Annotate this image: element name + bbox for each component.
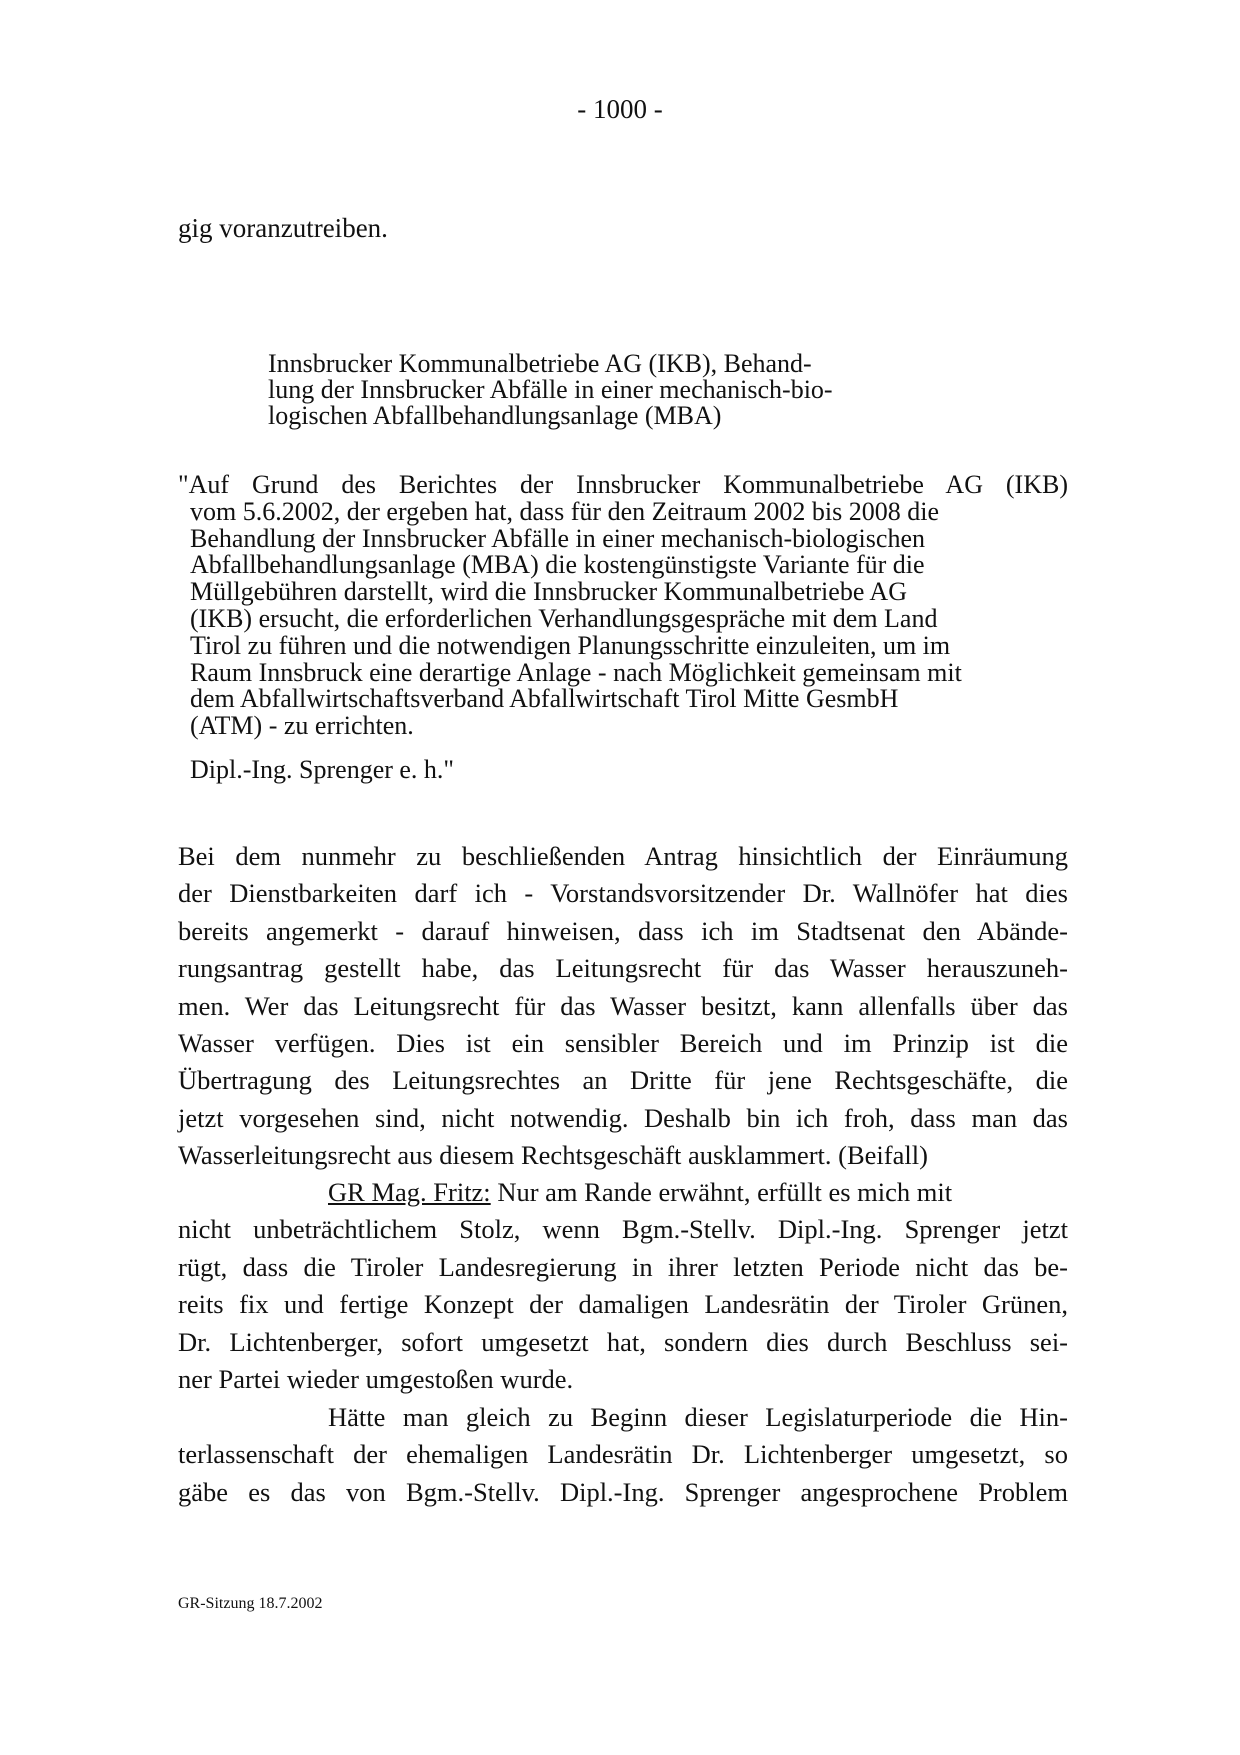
intro-line: gig voranzutreiben. bbox=[178, 213, 388, 243]
text-line: Übertragung des Leitungsrechtes an Dritte für jene Rechtsgeschäfte, die bbox=[178, 1065, 1068, 1096]
text-line: nicht unbeträchtlichem Stolz, wenn Bgm.-Stellv. Dipl.-Ing. Sprenger jetzt bbox=[178, 1214, 1068, 1245]
text-line: terlassenschaft der ehemaligen Landesrätin Dr. Lichtenberger umgesetzt, so bbox=[178, 1439, 1068, 1470]
text-line: ner Partei wieder umgestoßen wurde. bbox=[178, 1364, 574, 1395]
motion-line: vom 5.6.2002, der ergeben hat, dass für den Zeitraum 2002 bis 2008 die bbox=[190, 496, 940, 526]
text-line: men. Wer das Leitungsrecht für das Wasser besitzt, kann allenfalls über das bbox=[178, 990, 1068, 1021]
text-line: rügt, dass die Tiroler Landesregierung in ihrer letzten Periode nicht das be- bbox=[178, 1251, 1068, 1282]
motion-line: Abfallbehandlungsanlage (MBA) die kostengünstigste Variante für die bbox=[190, 550, 925, 580]
paragraph-continuation bbox=[178, 1399, 1068, 1511]
motion-line: (ATM) - zu errichten. bbox=[190, 711, 414, 741]
paragraph-fritz bbox=[178, 1174, 1068, 1398]
heading-line: lung der Innsbrucker Abfälle in einer mechanisch-bio- bbox=[268, 375, 833, 404]
motion-quote bbox=[178, 472, 1068, 740]
text-line: Bei dem nunmehr zu beschließenden Antrag hinsichtlich der Einräumung bbox=[178, 841, 1068, 871]
speaker-line bbox=[178, 1174, 1068, 1211]
page-footer: GR-Sitzung 18.7.2002 bbox=[178, 1595, 323, 1612]
text-line: rungsantrag gestellt habe, das Leitungsrecht für das Wasser herauszuneh- bbox=[178, 953, 1068, 984]
text-line: bereits angemerkt - darauf hinweisen, dass ich im Stadtsenat den Abände- bbox=[178, 915, 1068, 946]
text-line: reits fix und fertige Konzept der damaligen Landesrätin der Tiroler Grünen, bbox=[178, 1289, 1068, 1320]
text-line: Hätte man gleich zu Beginn dieser Legislaturperiode die Hin- bbox=[328, 1402, 1068, 1432]
page-number: - 1000 - bbox=[577, 94, 663, 124]
paragraph-sprenger bbox=[178, 838, 1068, 1175]
text-line: Wasser verfügen. Dies ist ein sensibler Bereich und im Prinzip ist die bbox=[178, 1028, 1068, 1059]
agenda-heading bbox=[268, 351, 948, 429]
text-line: jetzt vorgesehen sind, nicht notwendig. Deshalb bin ich froh, dass man das bbox=[178, 1102, 1068, 1133]
text-line: gäbe es das von Bgm.-Stellv. Dipl.-Ing. Sprenger angesprochene Problem bbox=[178, 1476, 1068, 1507]
text-line: Dr. Lichtenberger, sofort umgesetzt hat, sondern dies durch Beschluss sei- bbox=[178, 1326, 1068, 1357]
motion-line: Raum Innsbruck eine derartige Anlage - nach Möglichkeit gemeinsam mit bbox=[190, 657, 962, 687]
motion-signature: Dipl.-Ing. Sprenger e. h." bbox=[190, 755, 455, 784]
text-line: Wasserleitungsrecht aus diesem Rechtsgeschäft ausklammert. (Beifall) bbox=[178, 1140, 928, 1171]
speaker-name: GR Mag. Fritz: bbox=[328, 1177, 491, 1207]
motion-line: Behandlung der Innsbrucker Abfälle in einer mechanisch-biologischen bbox=[190, 523, 925, 553]
heading-line: Innsbrucker Kommunalbetriebe AG (IKB), Behand- bbox=[268, 349, 812, 378]
motion-line: (IKB) ersucht, die erforderlichen Verhandlungsgespräche mit dem Land bbox=[190, 603, 938, 633]
text-line: der Dienstbarkeiten darf ich - Vorstandsvorsitzender Dr. Wallnöfer hat dies bbox=[178, 878, 1068, 909]
motion-line: dem Abfallwirtschaftsverband Abfallwirtschaft Tirol Mitte GesmbH bbox=[190, 684, 899, 714]
motion-line: Müllgebühren darstellt, wird die Innsbrucker Kommunalbetriebe AG bbox=[190, 577, 907, 607]
text-fragment: Nur am Rande erwähnt, erfüllt es mich mit bbox=[490, 1177, 953, 1207]
motion-line: Tirol zu führen und die notwendigen Planungsschritte einzuleiten, um im bbox=[190, 630, 951, 660]
heading-line: logischen Abfallbehandlungsanlage (MBA) bbox=[268, 401, 722, 430]
motion-line: "Auf Grund des Berichtes der Innsbrucker Kommunalbetriebe AG (IKB) bbox=[178, 470, 1068, 499]
